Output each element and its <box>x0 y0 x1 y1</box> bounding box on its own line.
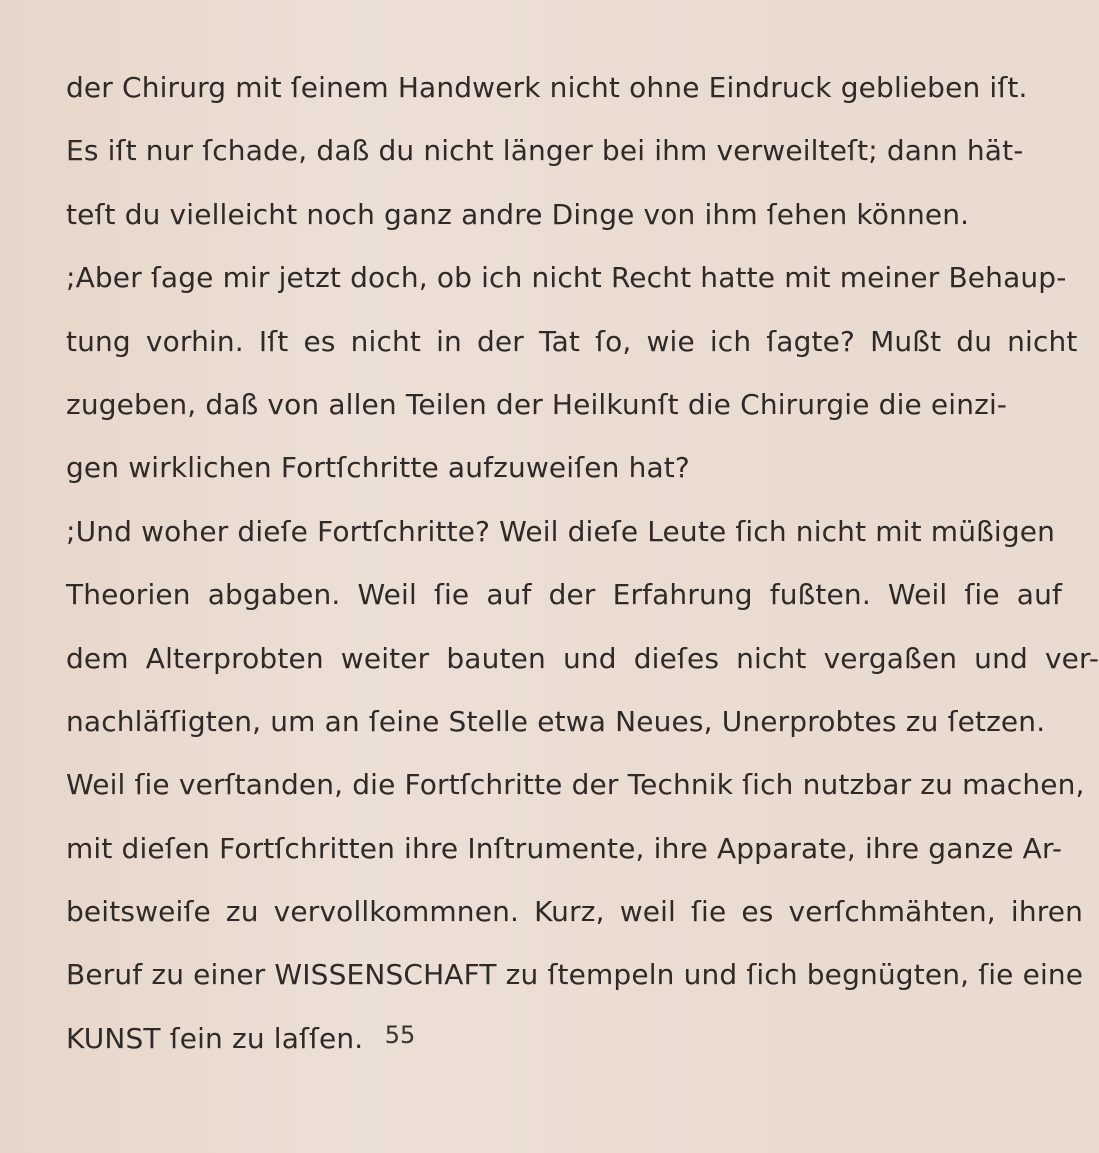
text-line: Es iſt nur ſchade, daß du nicht länger bei ihm verweilteſt; dann hät- <box>66 134 1024 168</box>
text-line: mit dieſen Fortſchritten ihre Inſtrumente, ihre Apparate, ihre ganze Ar- <box>66 831 1063 865</box>
text-line: Beruf zu einer WISSENSCHAFT zu ſtempeln und ſich begnügten, ſie eine <box>66 958 1084 992</box>
text-line: gen wirklichen Fortſchritte aufzuweiſen hat? <box>66 451 690 485</box>
text-line: dem Alterprobten weiter bauten und dieſes nicht vergaßen und ver- <box>66 641 1099 675</box>
text-line: Theorien abgaben. Weil ſie auf der Erfahrung fußten. Weil ſie auf <box>66 578 1062 612</box>
text-line: nachläſſigten, um an ſeine Stelle etwa Neues, Unerprobtes zu ſetzen. <box>66 704 1046 738</box>
text-line: KUNST ſein zu laſſen. <box>66 1021 364 1055</box>
text-line: ;Aber ſage mir jetzt doch, ob ich nicht Recht hatte mit meiner Behaup- <box>66 261 1067 295</box>
text-line: zugeben, daß von allen Teilen der Heilkunſt die Chirurgie die einzi- <box>66 387 1008 421</box>
text-line: beitsweiſe zu vervollkommnen. Kurz, weil ſie es verſchmähten, ihren <box>66 895 1084 929</box>
body-text <box>66 56 1099 1070</box>
text-line: ;Und woher dieſe Fortſchritte? Weil dieſe Leute ſich nicht mit müßigen <box>66 514 1056 548</box>
text-line: teſt du vielleicht noch ganz andre Dinge von ihm ſehen können. <box>66 197 970 231</box>
page-number: 55 <box>384 1021 416 1049</box>
text-line: der Chirurg mit ſeinem Handwerk nicht ohne Eindruck geblieben iſt. <box>66 71 1028 104</box>
text-line: Weil ſie verſtanden, die Fortſchritte der Technik ſich nutzbar zu machen, <box>66 768 1085 802</box>
text-line: tung vorhin. Iſt es nicht in der Tat ſo, wie ich ſagte? Mußt du nicht <box>66 324 1078 358</box>
